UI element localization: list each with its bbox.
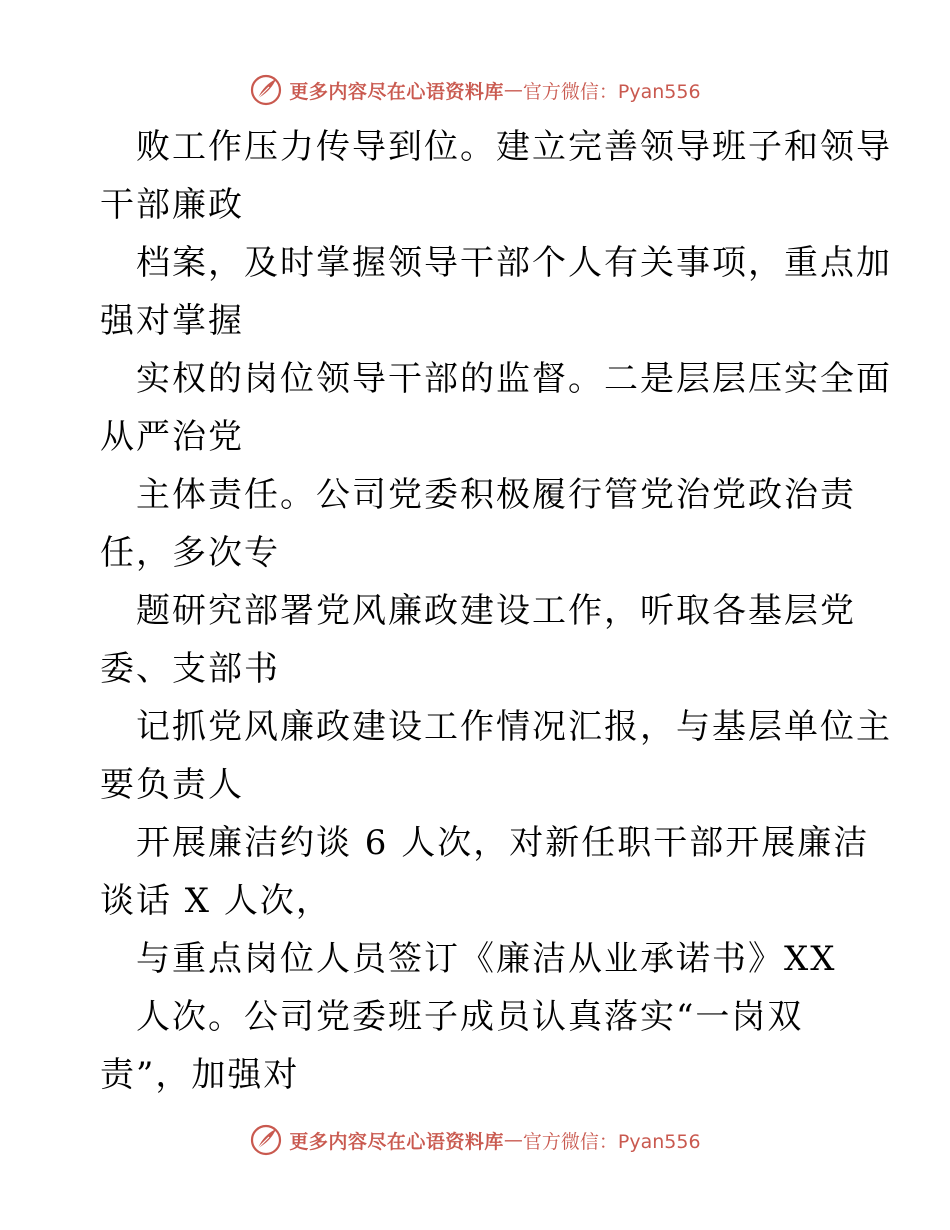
watermark-text: 更多内容尽在心语资料库 [289,1130,504,1153]
document-body [100,118,892,1104]
watermark-dash: — [503,1129,523,1151]
text-line: 要负责人 [100,765,244,805]
watermark-contact: 官方微信：Pyan556 [522,80,701,103]
watermark-dash: — [503,79,523,101]
text-line: 干部廉政 [100,185,244,225]
text-line: 责”，加强对 [100,1055,300,1095]
text-line: 从严治党 [100,417,244,457]
footer-watermark [0,1120,950,1160]
text-line: 谈话 X 人次， [100,881,332,921]
text-line: 强对掌握 [100,301,244,341]
feather-pen-logo-icon [249,73,283,107]
text-line: 档案，及时掌握领导干部个人有关事项，重点加 [136,243,892,283]
watermark-contact: 官方微信：Pyan556 [522,1130,701,1153]
feather-pen-logo-icon [249,1123,283,1157]
text-line: 题研究部署党风廉政建设工作，听取各基层党 [136,591,856,631]
text-line: 记抓党风廉政建设工作情况汇报，与基层单位主 [136,707,892,747]
text-line: 人次。公司党委班子成员认真落实“一岗双 [136,997,804,1037]
text-line: 开展廉洁约谈 6 人次，对新任职干部开展廉洁 [136,823,870,863]
header-watermark [0,70,950,110]
text-line: 与重点岗位人员签订《廉洁从业承诺书》XX [136,939,837,979]
text-line: 实权的岗位领导干部的监督。二是层层压实全面 [136,359,892,399]
text-line: 主体责任。公司党委积极履行管党治党政治责 [136,475,856,515]
watermark-text: 更多内容尽在心语资料库 [289,80,504,103]
text-line: 任，多次专 [100,533,280,573]
text-line: 败工作压力传导到位。建立完善领导班子和领导 [136,127,892,167]
text-line: 委、支部书 [100,649,280,689]
